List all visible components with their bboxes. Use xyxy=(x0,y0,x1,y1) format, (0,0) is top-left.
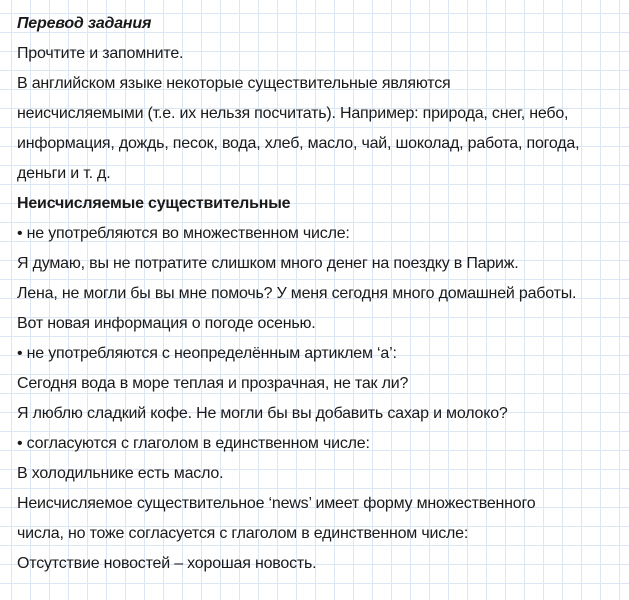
section-heading: Неисчисляемые существительные xyxy=(17,195,291,212)
example-sentence: В холодильнике есть масло. xyxy=(17,465,224,482)
example-sentence: Лена, не могли бы вы мне помочь? У меня сегодня много домашней работы. xyxy=(17,285,577,302)
example-sentence: Вот новая информация о погоде осенью. xyxy=(17,315,316,332)
page-title: Перевод задания xyxy=(17,15,152,32)
paragraph-line: В английском языке некоторые существительные являются xyxy=(17,75,451,92)
document xyxy=(17,9,623,579)
rule-bullet: • не употребляются во множественном числе: xyxy=(17,225,350,242)
rule-bullet: • не употребляются с неопределённым артиклем ‘a’: xyxy=(17,345,397,362)
example-sentence: Я думаю, вы не потратите слишком много денег на поездку в Париж. xyxy=(17,255,519,272)
paragraph-line: информация, дождь, песок, вода, хлеб, масло, чай, шоколад, работа, погода, xyxy=(17,135,580,152)
paragraph-line: деньги и т. д. xyxy=(17,165,111,182)
rule-bullet: • согласуются с глаголом в единственном числе: xyxy=(17,435,370,452)
note-line: Неисчисляемое существительное ‘news’ имеет форму множественного xyxy=(17,495,536,512)
paragraph-line: неисчисляемыми (т.е. их нельзя посчитать). Например: природа, снег, небо, xyxy=(17,105,569,122)
example-sentence: Отсутствие новостей – хорошая новость. xyxy=(17,555,317,572)
note-line: числа, но тоже согласуется с глаголом в единственном числе: xyxy=(17,525,469,542)
example-sentence: Сегодня вода в море теплая и прозрачная, не так ли? xyxy=(17,375,409,392)
instruction: Прочтите и запомните. xyxy=(17,45,184,62)
example-sentence: Я люблю сладкий кофе. Не могли бы вы добавить сахар и молоко? xyxy=(17,405,508,422)
